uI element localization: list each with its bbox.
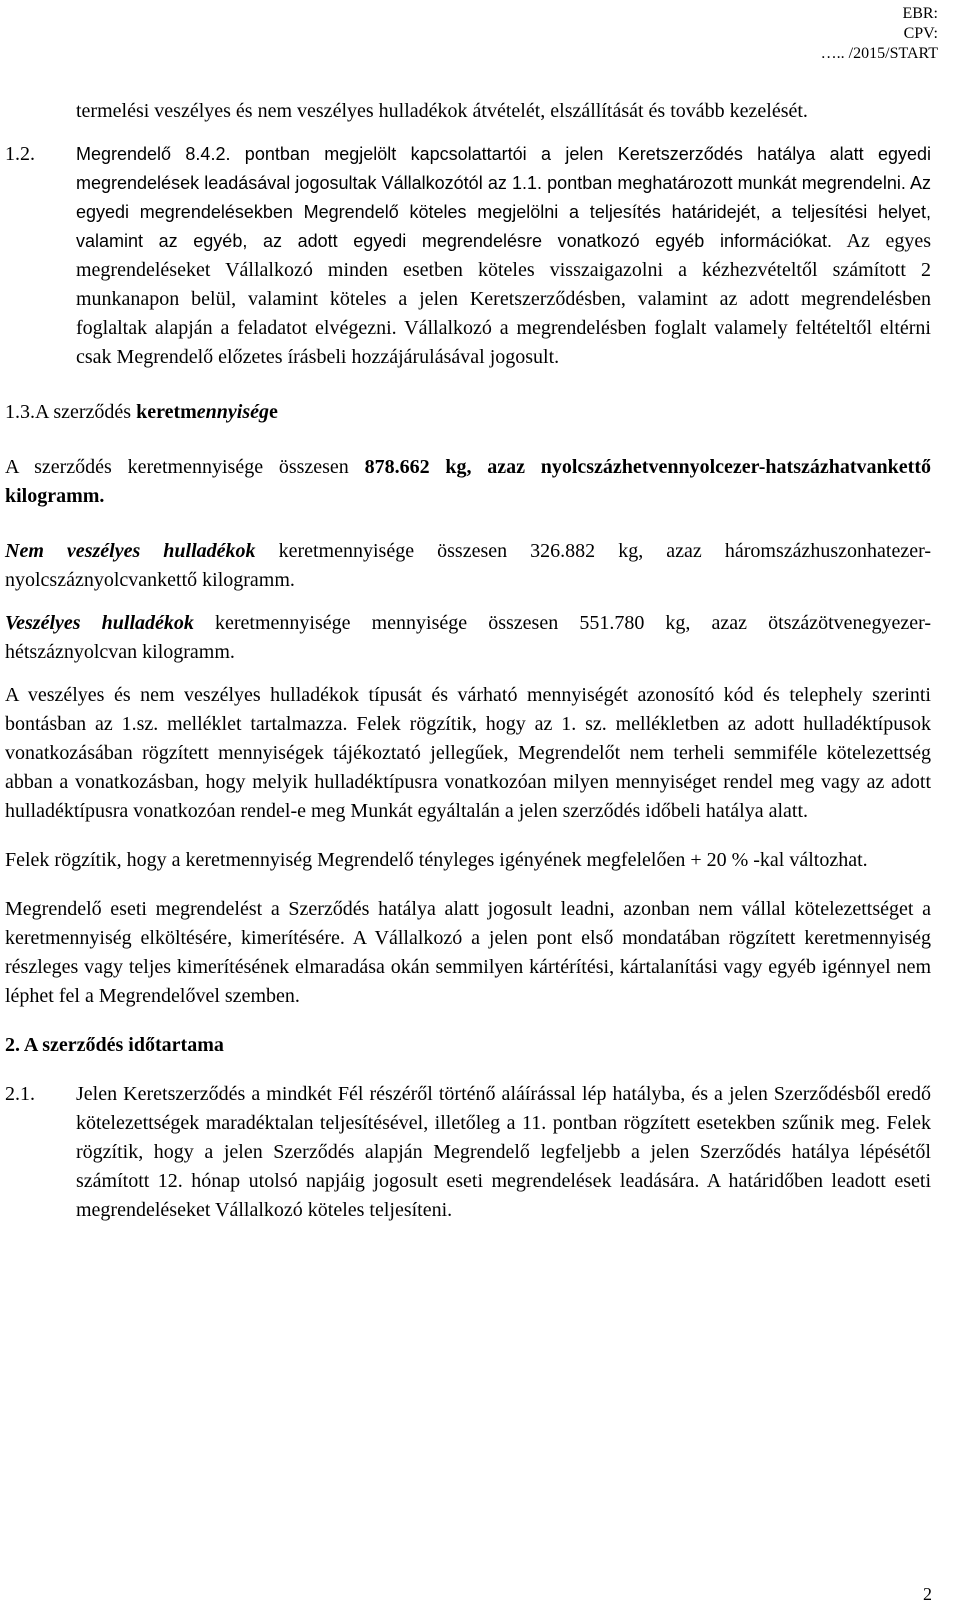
page-number: 2 [923, 1584, 932, 1604]
section-2-1 [5, 1080, 931, 1225]
section-1-2 [5, 140, 931, 372]
non-hazardous-paragraph [5, 537, 931, 595]
hazardous-label: Veszélyes hulladékok [5, 612, 194, 634]
orders-paragraph: Megrendelő eseti megrendelést a Szerződés hatálya alatt jogosult leadni, azonban nem vállal kötelezettséget a keretmennyiség elköltésére, kimerítésére. A Vállalkozó a jelen pont első mondatában rögzített keretmennyiség részleges vagy teljes kimerítésének elmaradása okán semmilyen kártérítési, kártalanítási vagy egyéb igénnyel nem léphet fel a Megrendelővel szemben. [5, 898, 931, 1007]
heading-bold: keretm [136, 401, 197, 423]
section-number: 2.1. [5, 1083, 35, 1105]
quantity-change-paragraph: Felek rögzítik, hogy a keretmennyiség Megrendelő tényleges igényének megfelelően + 20 % -kal változhat. [5, 849, 868, 871]
header-ebr: EBR: [902, 5, 938, 22]
document-header [821, 4, 938, 64]
total-quantity-paragraph [5, 453, 931, 511]
intro-paragraph: termelési veszélyes és nem veszélyes hulladékok átvételét, elszállítását és tovább kezelését. [76, 100, 808, 122]
section-2-1-paragraph: Jelen Keretszerződés a mindkét Fél részéről történő aláírással lép hatályba, és a jelen Szerződésből eredő kötelezettségek maradéktalan teljesítésével, illetőleg a 11. pontban rögzített esetekben szűnik meg. Felek rögzítik, hogy a jelen Szerződés alapján Megrendelő legfeljebb a jelen Szerződés hatálya lépésétől számított 12. hónap utolsó napjáig jogosult eseti megrendelések leadására. A határidőben leadott eseti megrendeléseket Vállalkozó köteles teljesíteni. [76, 1083, 931, 1221]
heading-bold-italic: ennyiség [196, 401, 270, 423]
total-text: A szerződés keretmennyisége összesen [5, 456, 365, 478]
section-number: 1.3. [5, 401, 35, 423]
section-2-heading: 2. A szerződés időtartama [5, 1034, 224, 1056]
hazardous-text: keretmennyisége mennyisége összesen 551.780 kg, azaz ötszázötvenegyezer-hétszáznyolcvan kilogramm. [5, 612, 931, 663]
hazardous-paragraph [5, 609, 931, 667]
section-1-3-heading [5, 398, 931, 427]
non-hazardous-label: Nem veszélyes hulladékok [5, 540, 256, 562]
total-amount: 878.662 kg, azaz nyolcszázhetvennyolcezer-hatszázhatvankettő kilogramm. [5, 456, 931, 507]
waste-types-paragraph: A veszélyes és nem veszélyes hulladékok típusát és várható mennyiségét azonosító kód és telephely szerinti bontásban az 1.sz. melléklet tartalmazza. Felek rögzítik, hogy az 1. sz. mellékletben az adott hulladéktípusok vonatkozásában rögzített mennyiségek tájékoztató jellegűek, Megrendelőt nem terheli semmiféle kötelezettség abban a vonatkozásban, hogy melyik hulladéktípusra vonatkozóan milyen mennyiséget rendel meg vagy az adott hulladéktípusra vonatkozóan rendel-e meg Munkát egyáltalán a jelen szerződés időbeli hatálya alatt. [5, 684, 931, 822]
section-1-2-text-part1: Megrendelő 8.4.2. pontban megjelölt kapcsolattartói a jelen Keretszerződés hatálya alatt egyedi megrendelések leadásával jogosultak Vállalkozótól az 1.1. pontban meghatározott munkát megrendelni. Az egyedi megrendelésekben Megrendelő köteles megjelölni a teljesítés határidejét, a teljesítési helyet, valamint az egyéb, az adott egyedi megrendelésre vonatkozó egyéb információkat. [76, 144, 931, 251]
heading-text: A szerződés [35, 401, 137, 423]
non-hazardous-text: keretmennyisége összesen 326.882 kg, azaz háromszázhuszonhatezer-nyolcszáznyolcvankettő kilogramm. [5, 540, 932, 591]
header-cpv: CPV: [903, 25, 938, 42]
section-1-2-paragraph [76, 140, 931, 372]
section-number: 1.2. [5, 143, 35, 165]
document-body [5, 97, 931, 1225]
section-1-2-text-part2: Az egyes megrendeléseket Vállalkozó minden esetben köteles visszaigazolni a kézhezvételtől számított 2 munkanapon belül, valamint köteles a jelen Keretszerződésben, valamint az adott megrendelésben foglaltak alapján a feladatot elvégezni. Vállalkozó a megrendelésben foglalt valamely feltételtől eltérni csak Megrendelő előzetes írásbeli hozzájárulásával jogosult. [76, 230, 931, 368]
heading-bold-end: e [269, 401, 278, 423]
header-reference: ….. /2015/START [820, 45, 938, 62]
